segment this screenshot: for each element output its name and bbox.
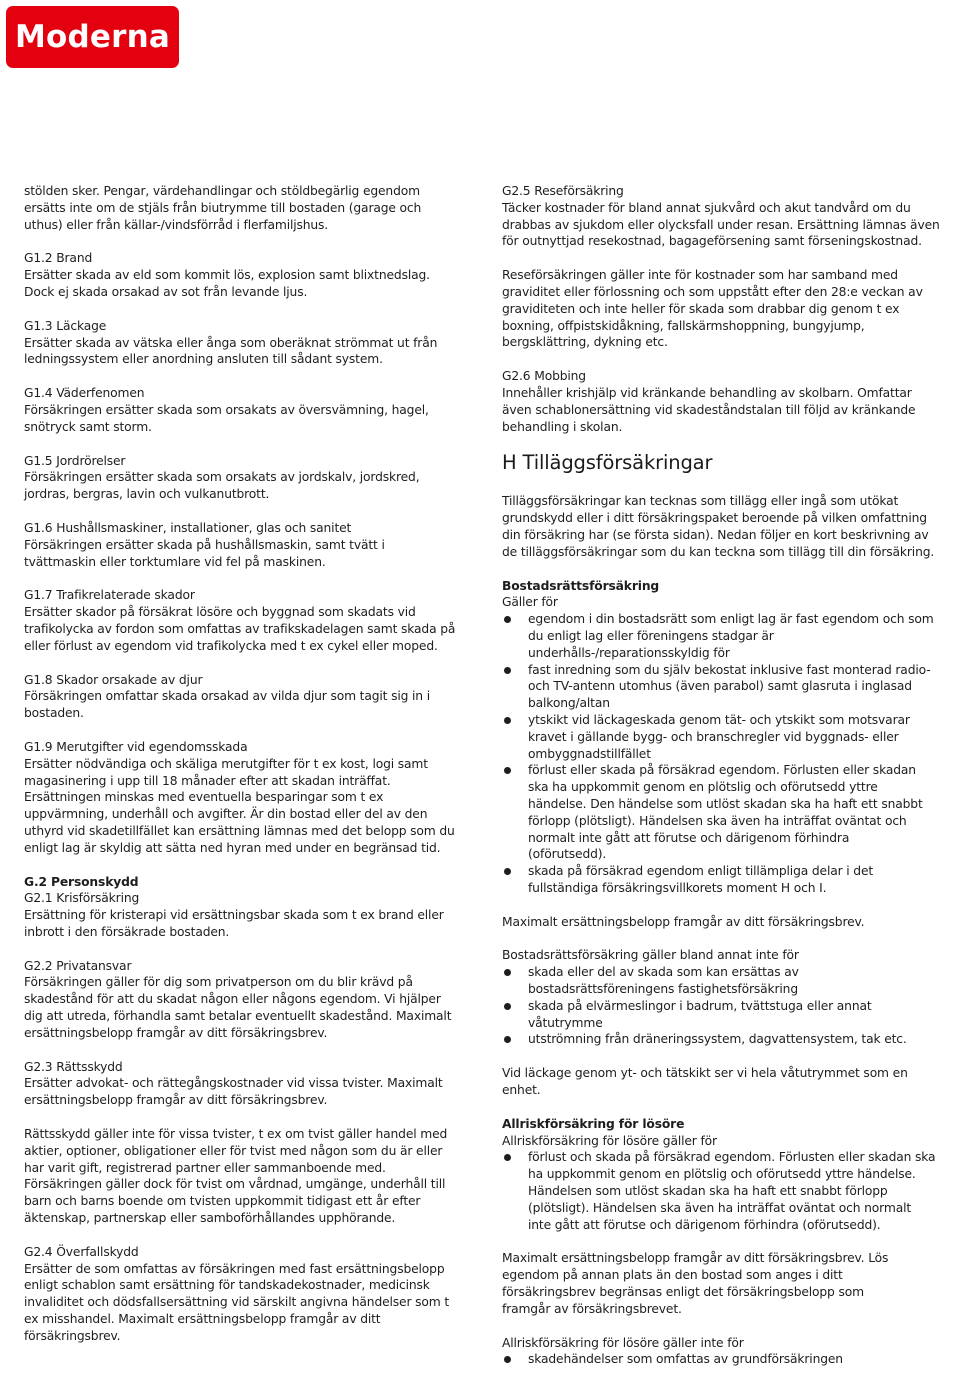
section-text-line: uthus) eller från källar-/vindsförråd i flerfamiljshus.	[24, 217, 329, 232]
bullet-text-line: Händelsen som utlöst skadan ska ha haft ett snabbt förlopp	[528, 1184, 888, 1199]
bullet-list	[502, 1149, 958, 1233]
section-heading: G2.3 Rättsskydd	[24, 1059, 123, 1074]
bullet-dot-icon	[504, 1154, 511, 1161]
section-text-line: Försäkringen ersätter skada som orsakats av jordskalv, jordskred,	[24, 470, 420, 485]
section-text-line: Ersättning för kristerapi vid ersättningsbar skada som t ex brand eller	[24, 908, 444, 923]
text-line: egendom på annan plats än den bostad som anges i ditt	[502, 1268, 843, 1283]
bullet-text-line: skada på försäkrad egendom enligt tillämpliga delar i det	[528, 864, 874, 879]
section-text-line: enligt schablon samt ersättning för tandskadekostnader, medicinsk	[24, 1278, 430, 1293]
section-text-line: skadestånd för att du skadat någon eller någons egendom. Vi hjälper	[24, 992, 441, 1007]
section-text-line: Ersätter skada av vätska eller ånga som oberäknat strömmat ut från	[24, 335, 438, 350]
bullet-text-line: bostadsrättsföreningens fastighetsförsäkring	[528, 982, 798, 997]
section-text-line: Försäkringen omfattar skada orsakad av vilda djur som tagit sig in i	[24, 689, 430, 704]
allrisk-max	[502, 1250, 958, 1317]
bullet-text-line: ska ha uppkommit genom en plötslig och oförutsedd yttre	[528, 780, 878, 795]
text-line: boxning, offpistskidåkning, fallskärmshoppning, bungyjump,	[502, 318, 865, 333]
text-line: din försäkring har (se första sidan). Nedan följer en kort beskrivning av	[502, 527, 929, 542]
section-text-line: Ersätter de som omfattas av försäkringen med fast ersättningsbelopp	[24, 1261, 445, 1276]
section	[24, 874, 464, 941]
section-text-line: försäkringsbrev.	[24, 1328, 121, 1343]
section-text-line: uppvärmning, underhåll och avgifter. Är din bostad eller del av den	[24, 807, 428, 822]
section-text-line: uthyrd vid skadetillfället kan ersättning lämnas med det belopp som du	[24, 823, 455, 838]
section-text-line: trafikolycka av fordon som omfattas av trafikskadelagen samt skada på	[24, 621, 456, 636]
text-line: Maximalt ersättningsbelopp framgår av ditt försäkringsbrev. Lös	[502, 1251, 889, 1266]
bostadsratt-max	[502, 914, 958, 931]
section	[24, 520, 464, 570]
bullet-item	[502, 762, 958, 863]
section-heading: G1.4 Väderfenomen	[24, 386, 145, 401]
bullet-item	[502, 964, 958, 998]
section	[24, 672, 464, 722]
section	[24, 1126, 464, 1227]
section-text-line: Rättsskydd gäller inte för vissa tvister, t ex om tvist gäller handel med	[24, 1127, 448, 1142]
bullet-list	[502, 1351, 958, 1368]
bullet-item	[502, 1149, 958, 1233]
bullet-dot-icon	[504, 1003, 511, 1010]
section-heading: G1.3 Läckage	[24, 318, 107, 333]
section-g25-exclusions	[502, 267, 958, 351]
bullet-text-line: fast inredning som du själv bekostat inklusive fast monterad radio-	[528, 662, 931, 677]
section-text-line: Ersätter skada av eld som kommit lös, explosion samt blixtnedslag.	[24, 268, 430, 283]
section-heading: G1.8 Skador orsakade av djur	[24, 672, 203, 687]
section-subheading: Allriskförsäkring för lösöre gäller för	[502, 1133, 717, 1148]
bullet-item	[502, 712, 958, 762]
bullet-dot-icon	[504, 767, 511, 774]
bullet-item	[502, 998, 958, 1032]
right-column	[502, 183, 958, 1385]
text-line: för outnyttjad resekostnad, bagageförsening samt förseningskostnad.	[502, 234, 922, 249]
section-text-line: enligt lag är skyldig att sätta ned hyran med under en begränsad tid.	[24, 840, 441, 855]
bullet-text-line: (plötsligt). Händelsen ska även ha inträffat oväntat och normalt	[528, 1200, 912, 1215]
section-text-line: Ersättningen minskas med eventuella besparingar som t ex	[24, 790, 384, 805]
section-subheading: Bostadsrättsförsäkring gäller bland annat inte för	[502, 948, 799, 963]
section-text-line: Ersätter nödvändiga och skäliga merutgifter för t ex kost, logi samt	[24, 756, 428, 771]
section-text-line: ex misshandel. Maximalt ersättningsbelopp framgår av ditt	[24, 1312, 381, 1327]
text-line: enhet.	[502, 1083, 541, 1098]
section-heading: G1.7 Trafikrelaterade skador	[24, 588, 195, 603]
section-heading: G2.2 Privatansvar	[24, 958, 132, 973]
bullet-text-line: normalt inte gått att förutse och därigenom förhindra	[528, 830, 850, 845]
bullet-text-line: ombyggnadstillfället	[528, 746, 651, 761]
section-text-line: invaliditet och dödsfallsersättning vid särskilt angivna händelser som t	[24, 1295, 450, 1310]
bullet-text-line: inte gått att förutse och därigenom förhindra (oförutsedd).	[528, 1217, 881, 1232]
section-text-line: dig att utreda, förhandla samt betalar eventuellt skadestånd. Maximalt	[24, 1009, 452, 1024]
bullet-dot-icon	[504, 1036, 511, 1043]
section-text-line: magasinering i upp till 18 månader efter att skadan inträffat.	[24, 773, 391, 788]
section-heading-bold: G.2 Personskydd	[24, 874, 139, 889]
moderna-logo	[6, 6, 179, 68]
bullet-dot-icon	[504, 717, 511, 724]
bullet-text-line: ha uppkommit genom en plötslig och oförutsedd yttre händelse.	[528, 1167, 916, 1182]
text-line: graviditeten och inte heller för skada som drabbar dig genom t ex	[502, 301, 900, 316]
section	[24, 1059, 464, 1109]
text-line: även schablonersättning vid skadeståndstalan till följd av kränkande	[502, 402, 916, 417]
section-text-line: aktier, optioner, obligationer eller för tvist med någon som du är eller	[24, 1143, 443, 1158]
bullet-text-line: skada på elvärmeslingor i badrum, tvättstuga eller annat	[528, 998, 872, 1013]
text-line: försäkringsbrev begränsas enligt det försäkringsbelopp som	[502, 1285, 864, 1300]
bullet-item	[502, 662, 958, 712]
text-line: de tilläggsförsäkringar som du kan teckna som tillägg till din försäkring.	[502, 544, 935, 559]
text-line: Maximalt ersättningsbelopp framgår av ditt försäkringsbrev.	[502, 914, 865, 929]
section-text-line: Försäkringen gäller för dig som privatperson om du blir krävd på	[24, 975, 413, 990]
h-tillaggsforsakringar-heading: H Tilläggsförsäkringar	[502, 451, 713, 475]
section-heading: G2.6 Mobbing	[502, 369, 586, 384]
text-line: behandling i skolan.	[502, 419, 623, 434]
section	[24, 958, 464, 1042]
bullet-item	[502, 611, 958, 661]
section-text-line: Försäkringen ersätter skada på hushållsmaskin, samt tvätt i	[24, 537, 385, 552]
section-heading: G1.5 Jordrörelser	[24, 453, 126, 468]
bullet-text-line: fullständiga försäkringsvillkorets moment H och I.	[528, 880, 827, 895]
section-heading: G1.9 Merutgifter vid egendomsskada	[24, 739, 248, 754]
bullet-item	[502, 1351, 958, 1368]
bullet-text-line: balkong/altan	[528, 696, 610, 711]
section-heading: G2.5 Reseförsäkring	[502, 184, 624, 198]
bullet-text-line: du enligt lag eller föreningens stadgar är	[528, 628, 774, 643]
section	[24, 453, 464, 503]
section-text-line: snötryck samt storm.	[24, 419, 152, 434]
bullet-text-line: utströmning från dräneringssystem, dagvattensystem, tak etc.	[528, 1032, 907, 1047]
section	[24, 385, 464, 435]
bullet-dot-icon	[504, 1356, 511, 1363]
section-heading: G2.1 Krisförsäkring	[24, 891, 140, 906]
bullet-list	[502, 964, 958, 1048]
section-text-line: Dock ej skada orsakad av sot från levande ljus.	[24, 284, 308, 299]
logo-text: Moderna	[14, 19, 171, 55]
bullet-text-line: underhålls-/reparationsskyldig för	[528, 645, 730, 660]
section-heading: G1.6 Hushållsmaskiner, installationer, glas och sanitet	[24, 520, 352, 535]
section-text-line: Försäkringen ersätter skada som orsakats av översvämning, hagel,	[24, 402, 429, 417]
text-line: graviditet eller förlossning och som uppstått efter den 28:e veckan av	[502, 284, 923, 299]
section-bostadsratt	[502, 578, 958, 897]
bullet-text-line: skada eller del av skada som kan ersättas av	[528, 965, 799, 980]
section	[24, 739, 464, 857]
bullet-dot-icon	[504, 667, 511, 674]
section	[24, 587, 464, 654]
bullet-text-line: och TV-antenn utomhus (även parabol) samt glasruta i inglasad	[528, 679, 912, 694]
section	[24, 183, 464, 233]
bullet-text-line: kravet i gällande bygg- och branschregler vid byggnads- eller	[528, 729, 899, 744]
bullet-text-line: ytskikt vid läckageskada genom tät- och ytskikt som motsvarar	[528, 712, 910, 727]
section-text-line: tvättmaskin eller torktumlare vid fel på maskinen.	[24, 554, 326, 569]
text-line: grundskydd eller i ditt försäkringspaket beroende på vilken omfattning	[502, 511, 927, 526]
bullet-dot-icon	[504, 969, 511, 976]
section-text-line: ledningssystem eller anordning ansluten till sådant system.	[24, 352, 383, 367]
section-text-line: har varit gift, registrerad partner eller sammanboende med.	[24, 1160, 386, 1175]
section-text-line: inbrott i den försäkrade bostaden.	[24, 924, 230, 939]
bullet-list	[502, 611, 958, 897]
text-line: Innehåller krishjälp vid kränkande behandling av skolbarn. Omfattar	[502, 385, 912, 400]
bullet-text-line: skadehändelser som omfattas av grundförsäkringen	[528, 1352, 843, 1367]
bostadsratt-leak-note	[502, 1065, 958, 1099]
text-line: Täcker kostnader för bland annat sjukvård och akut tandvård om du	[502, 200, 911, 215]
section-text-line: Ersätter skador på försäkrat lösöre och byggnad som skadats vid	[24, 605, 416, 620]
section-text-line: bostaden.	[24, 706, 84, 721]
bullet-text-line: (oförutsedd).	[528, 847, 607, 862]
bostadsratt-exclusions	[502, 947, 958, 1048]
section-text-line: stölden sker. Pengar, värdehandlingar och stöldbegärlig egendom	[24, 184, 420, 198]
text-line: drabbas av sjukdom eller olycksfall under resan. Ersättning lämnas även	[502, 217, 940, 232]
bullet-item	[502, 863, 958, 897]
section-text-line: äktenskap, partnerskap eller samboförhållandes upphörande.	[24, 1211, 396, 1226]
section-subheading: Allriskförsäkring för lösöre gäller inte för	[502, 1335, 744, 1350]
section-heading: G1.2 Brand	[24, 251, 93, 266]
section-allrisk	[502, 1116, 958, 1234]
bullet-dot-icon	[504, 616, 511, 623]
bullet-text-line: förlust eller skada på försäkrad egendom. Förlusten eller skadan	[528, 763, 916, 778]
section-text-line: ersättningsbelopp framgår av ditt försäkringsbrev.	[24, 1093, 328, 1108]
bullet-text-line: förlust och skada på försäkrad egendom. Förlusten eller skadan ska	[528, 1150, 936, 1165]
bullet-text-line: våtutrymme	[528, 1015, 603, 1030]
section-text-line: barn och barns boende om tvisten uppkommit tidigast ett år efter	[24, 1194, 421, 1209]
bullet-text-line: händelse. Den händelse som utlöst skadan ska ha haft ett snabbt	[528, 796, 923, 811]
bullet-text-line: egendom i din bostadsrätt som enligt lag är fast egendom och som	[528, 612, 934, 627]
section-text-line: ersättningsbelopp framgår av ditt försäkringsbrev.	[24, 1025, 328, 1040]
section-text-line: ersätts inte om de stjäls från biutrymme till bostaden (garage och	[24, 200, 422, 215]
bullet-item	[502, 1031, 958, 1048]
section-text-line: jordras, bergras, lavin och vulkanutbrott.	[24, 487, 270, 502]
text-line: framgår av försäkringsbrevet.	[502, 1301, 682, 1316]
allrisk-exclusions	[502, 1335, 958, 1369]
bullet-dot-icon	[504, 868, 511, 875]
section-subheading: Gäller för	[502, 595, 558, 610]
text-line: Tilläggsförsäkringar kan tecknas som tillägg eller ingå som utökat	[502, 494, 899, 509]
section-g26	[502, 368, 958, 435]
section-heading-bold: Bostadsrättsförsäkring	[502, 578, 660, 593]
h-intro	[502, 493, 958, 560]
left-column	[24, 183, 464, 1362]
bullet-text-line: förlopp (plötsligt). Händelsen ska även ha inträffat oväntat och	[528, 813, 907, 828]
text-line: Vid läckage genom yt- och tätskikt ser vi hela våtutrymmet som en	[502, 1066, 908, 1081]
section-text-line: eller förlust av egendom vid trafikolycka med t ex cykel eller moped.	[24, 638, 438, 653]
text-line: bergsklättring, dykning etc.	[502, 335, 668, 350]
section-text-line: Försäkringen gäller dock för tvist om vårdnad, umgänge, underhåll till	[24, 1177, 446, 1192]
section-text-line: Ersätter advokat- och rättegångskostnader vid vissa tvister. Maximalt	[24, 1076, 443, 1091]
section	[24, 1244, 464, 1345]
section-heading: G2.4 Överfallskydd	[24, 1244, 139, 1259]
section-heading-bold: Allriskförsäkring för lösöre	[502, 1116, 685, 1131]
section-g25	[502, 183, 958, 250]
section	[24, 250, 464, 300]
text-line: Reseförsäkringen gäller inte för kostnader som har samband med	[502, 268, 898, 283]
section	[24, 318, 464, 368]
